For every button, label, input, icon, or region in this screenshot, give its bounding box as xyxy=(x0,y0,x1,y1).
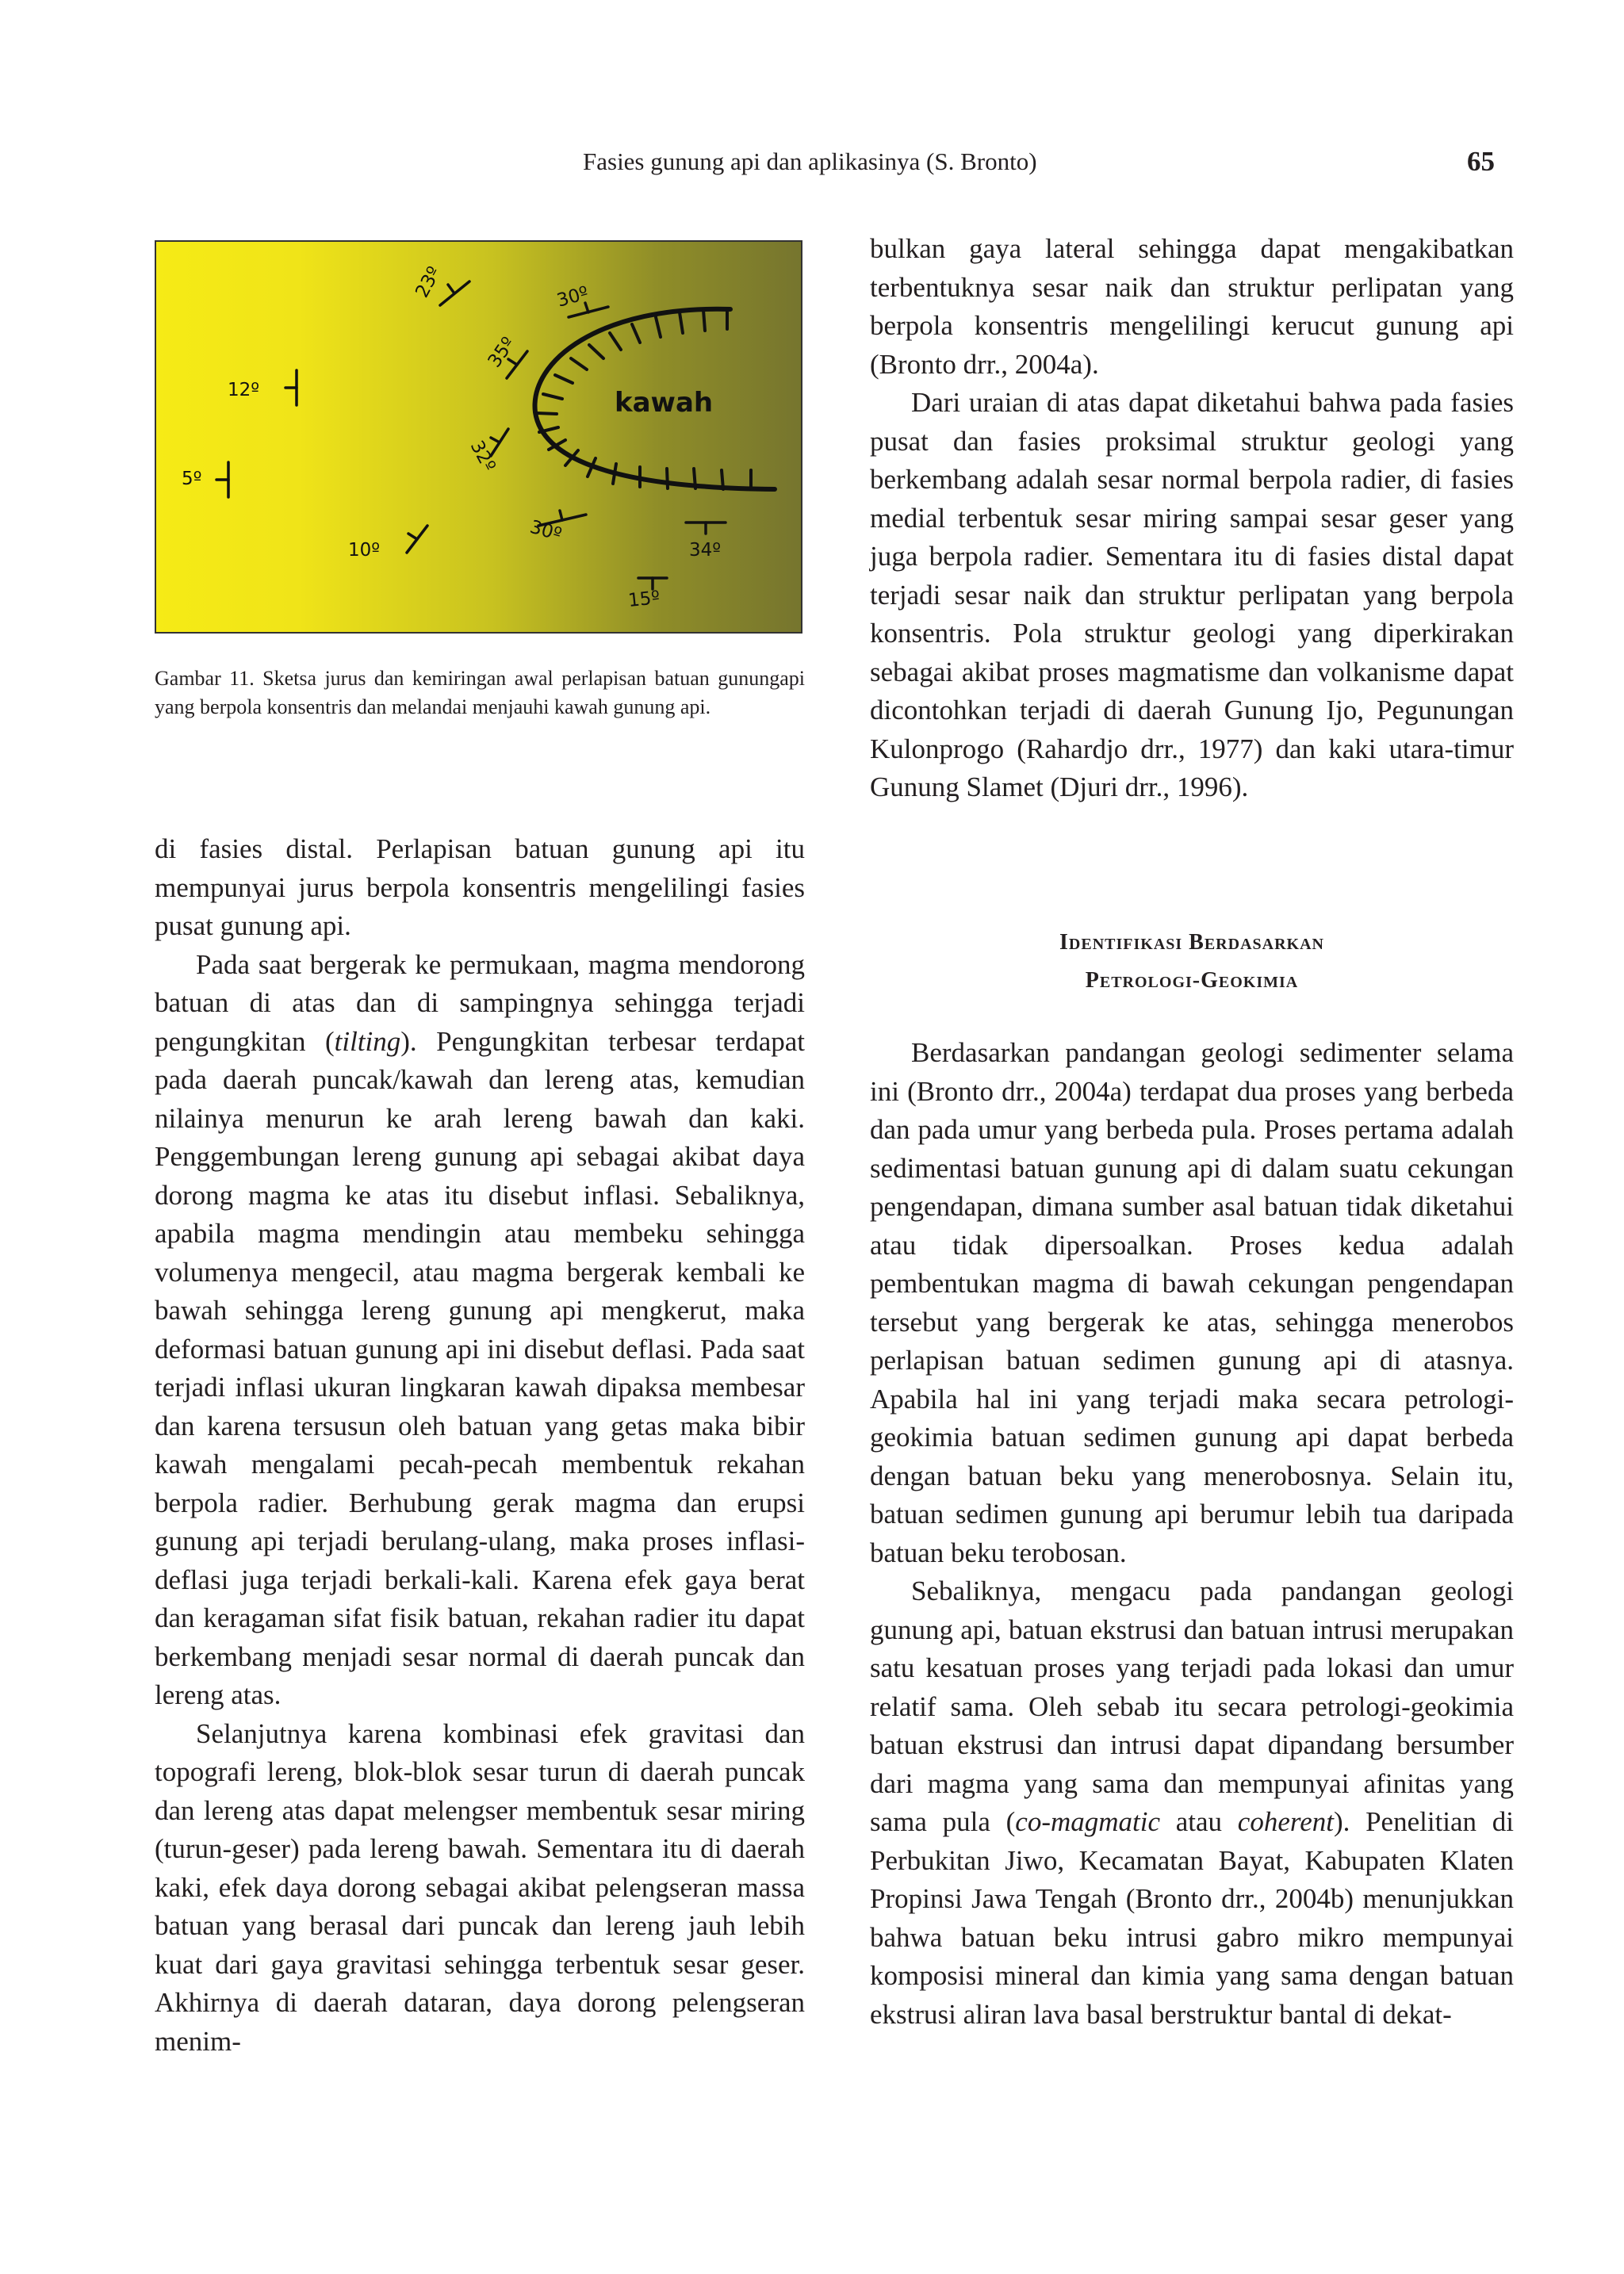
paragraph xyxy=(155,946,805,1715)
italic-term: tilting xyxy=(334,1025,401,1057)
italic-term: coherent xyxy=(1237,1806,1334,1837)
dip-label-30-top: 30º xyxy=(554,282,592,312)
paragraph xyxy=(870,1572,1514,2034)
running-title: Fasies gunung api dan aplikasinya (S. Bronto) xyxy=(583,147,1037,175)
dip-label-35: 35º xyxy=(484,333,519,372)
paragraph-text: Sebaliknya, mengacu pada pandangan geologi gunung api, batuan ekstrusi dan batuan intrusi merupakan satu kesatuan proses yang terjadi pada lokasi dan umur relatif sama. Oleh sebab itu secara petrologi-geokimia batuan ekstrusi dan intrusi dapat dipandang bersumber dari magma yang sama dan mempunyai afinitas yang sama pula ( xyxy=(870,1575,1514,1837)
paragraph: Selanjutnya karena kombinasi efek gravitasi dan topografi lereng, blok-blok sesar turun di daerah puncak dan lereng atas dapat melengser membentuk sesar miring (turun-geser) pada lereng bawah. Sementara itu di daerah kaki, efek daya dorong sebagai akibat pelengseran massa batuan yang berasal dari puncak dan lereng jauh lebih kuat dari gaya gravitasi sehingga terbentuk sesar geser. Akhirnya di daerah dataran, daya dorong pelengseran menim- xyxy=(155,1717,805,2057)
paragraph-text: Pada saat bergerak ke permukaan, magma mendorong batuan di atas dan di sampingnya sehingga terjadi pengungkitan ( xyxy=(155,948,805,1057)
dip-label-23: 23º xyxy=(412,263,446,301)
paragraph: di fasies distal. Perlapisan batuan gunung api itu mempunyai jurus berpola konsentris mengelilingi fasies pusat gunung api. xyxy=(155,833,805,941)
dip-label-12: 12º xyxy=(228,380,260,400)
dip-label-32: 32º xyxy=(465,437,500,476)
dip-label-15: 15º xyxy=(626,587,661,611)
paragraph-text: ). Pengungkitan terbesar terdapat pada daerah puncak/kawah dan lereng atas, kemudian nilainya menurun ke arah lereng bawah dan kaki. Penggembungan lereng gunung api sebagai akibat daya dorong magma ke atas itu disebut inflasi. Sebaliknya, apabila magma mendingin atau membeku sehingga volumenya mengecil, atau magma bergerak kembali ke bawah sehingga lereng gunung api mengkerut, maka deformasi batuan gunung api ini disebut deflasi. Pada saat terjadi inflasi ukuran lingkaran kawah dipaksa membesar dan karena tersusun oleh batuan yang getas maka bibir kawah mengalami pecah-pecah membentuk rekahan berpola radier. Berhubung gerak magma dan erupsi gunung api terjadi berulang-ulang, maka proses inflasi-deflasi juga terjadi berkali-kali. Karena efek gaya berat dan keragaman sifat fisik batuan, rekahan radier itu dapat berkembang menjadi sesar normal di daerah puncak dan lereng atas. xyxy=(155,1025,805,1710)
paragraph-text: atau xyxy=(1160,1806,1238,1837)
page-number: 65 xyxy=(1467,146,1495,177)
figure-caption: Gambar 11. Sketsa jurus dan kemiringan awal perlapisan batuan gunungapi yang berpola konsentris dan melandai menjauhi kawah gunung api. xyxy=(155,667,805,718)
paragraph: bulkan gaya lateral sehingga dapat mengakibatkan terbentuknya sesar naik dan struktur perlipatan yang berpola konsentris mengelilingi kerucut gunung api (Bronto drr., 2004a). xyxy=(870,233,1514,380)
strike-dip-symbols xyxy=(216,281,726,589)
paragraph: Berdasarkan pandangan geologi sedimenter selama ini (Bronto drr., 2004a) terdapat dua proses yang berbeda dan pada umur yang berbeda pula. Proses pertama adalah sedimentasi batuan gunung api di dalam suatu cekungan pengendapan, dimana sumber asal batuan tidak diketahui atau tidak dipersoalkan. Proses kedua adalah pembentukan magma di bawah cekungan pengendapan tersebut yang bergerak ke atas, sehingga menerobos perlapisan batuan sedimen gunung api di atasnya. Apabila hal ini yang terjadi maka secara petrologi-geokimia batuan sedimen gunung api dapat berbeda dengan batuan beku yang menerobosnya. Selain itu, batuan sedimen gunung api berumur lebih tua daripada batuan beku terobosan. xyxy=(870,1037,1514,1568)
right-column-top xyxy=(870,230,1514,807)
running-head xyxy=(0,146,1624,186)
dip-label-30-bottom: 30º xyxy=(527,516,565,546)
section-heading-line1: Identifikasi Berdasarkan xyxy=(1059,930,1324,955)
figure-strike-dip-sketch xyxy=(155,240,802,634)
paragraph: Dari uraian di atas dapat diketahui bahwa pada fasies pusat dan fasies proksimal struktur geologi yang berkembang adalah sesar normal berpola radier, di fasies medial terbentuk sesar miring sampai sesar geser yang juga berpola radier. Sementara itu di fasies distal dapat terjadi sesar naik dan struktur perlipatan yang berpola konsentris. Pola struktur geologi yang diperkirakan sebagai akibat proses magmatisme dan volkanisme dapat dicontohkan terjadi di daerah Gunung Ijo, Pegunungan Kulonprogo (Rahardjo drr., 1977) dan kaki utara-timur Gunung Slamet (Djuri drr., 1996). xyxy=(870,387,1514,802)
italic-term: co-magmatic xyxy=(1015,1806,1161,1837)
section-heading-line2: Petrologi-Geokimia xyxy=(1085,968,1299,993)
figure-sketch-svg xyxy=(156,242,802,634)
right-column-bottom xyxy=(870,1034,1514,2034)
left-column xyxy=(155,830,805,2061)
paragraph-text: ). Penelitian di Perbukitan Jiwo, Kecamatan Bayat, Kabupaten Klaten Propinsi Jawa Tengah (Bronto drr., 2004b) menunjukkan bahwa batuan beku intrusi gabro mikro mempunyai komposisi mineral dan kimia yang sama dengan batuan ekstrusi aliran lava basal berstruktur bantal di dekat- xyxy=(870,1806,1515,2030)
section-heading xyxy=(870,924,1514,1000)
dip-label-10: 10º xyxy=(348,540,381,561)
dip-label-34: 34º xyxy=(689,540,722,561)
crater-label: kawah xyxy=(615,387,714,419)
dip-label-5: 5º xyxy=(182,469,202,489)
